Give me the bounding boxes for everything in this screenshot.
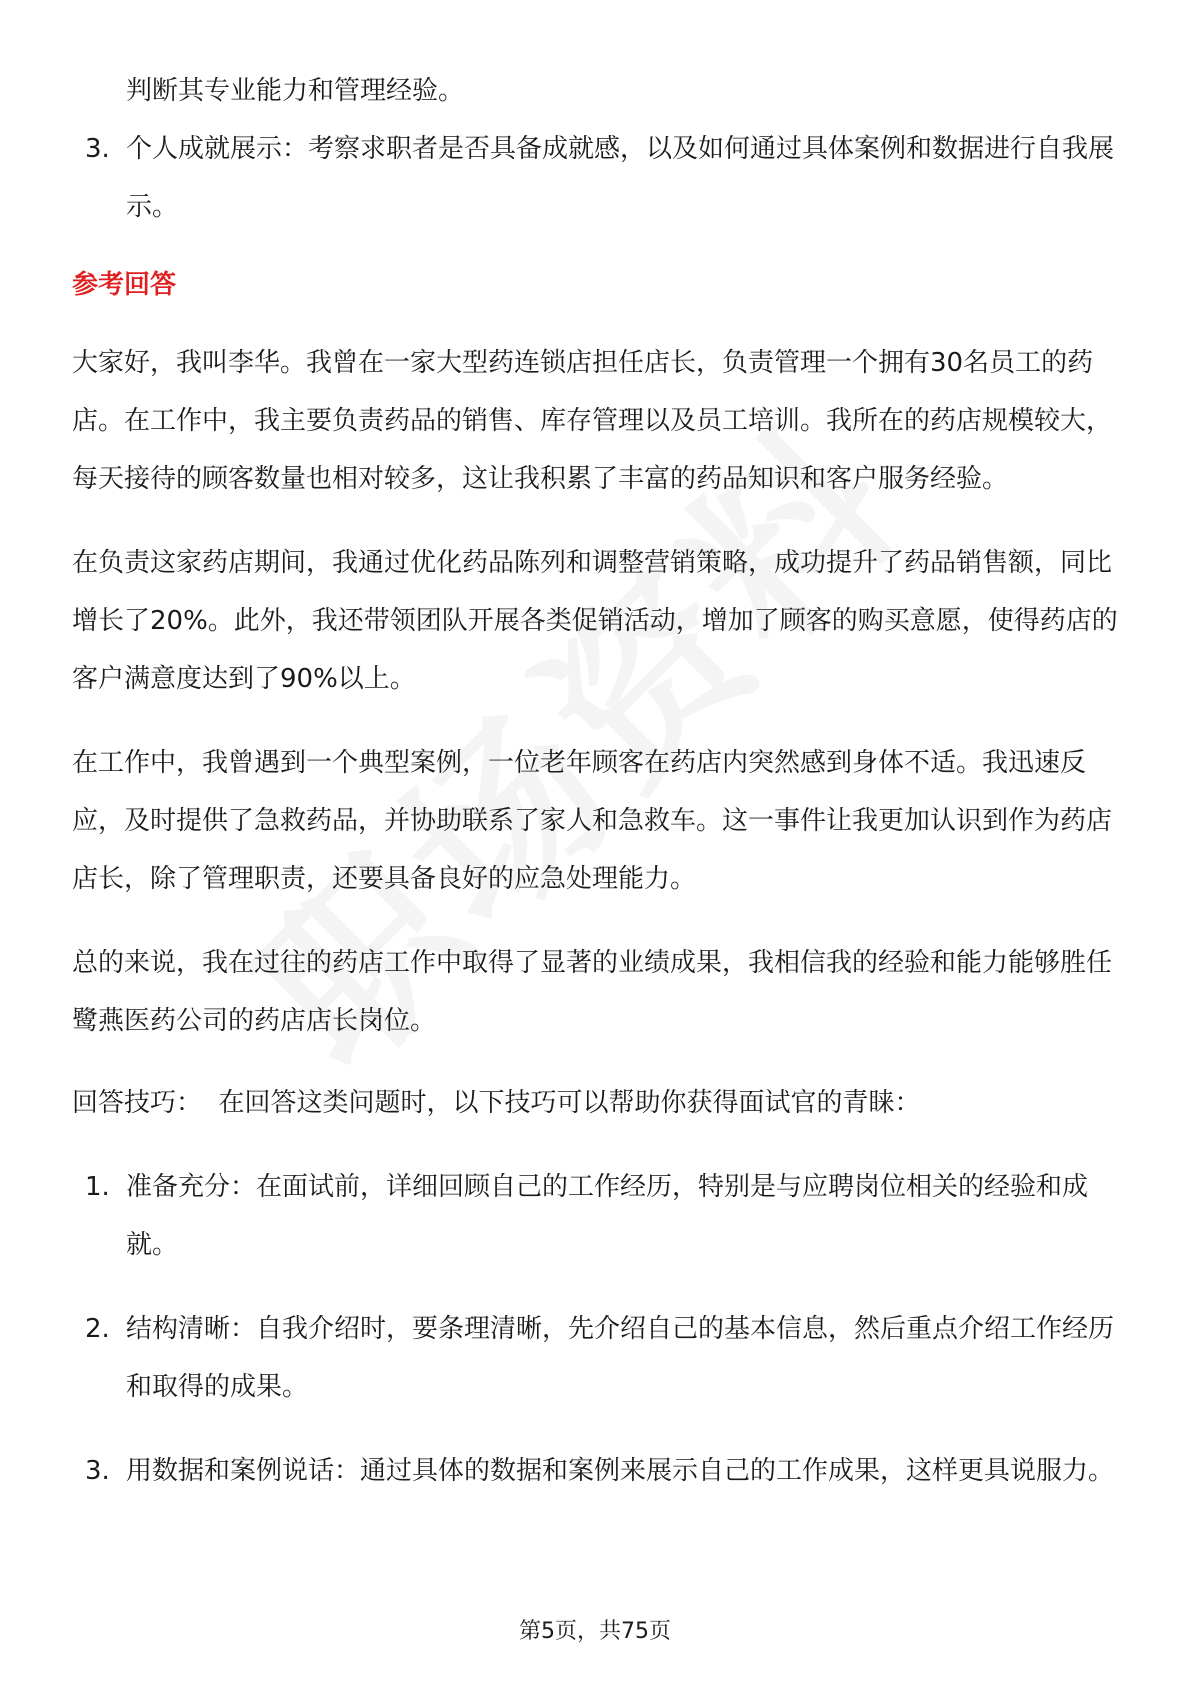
answer-paragraph-1: 大家好，我叫李华。我曾在一家大型药连锁店担任店长，负责管理一个拥有30名员工的药店。在工作中，我主要负责药品的销售、库存管理以及员工培训。我所在的药店规模较大，每天接待的顾客数量也相对较多，这让我积累了丰富的药品知识和客户服务经验。 — [72, 348, 1113, 494]
list-number: 3. — [85, 1456, 110, 1486]
list-number: 3. — [85, 134, 110, 164]
tip-item-2 — [72, 1300, 1118, 1416]
criteria-item2-continuation: 判断其专业能力和管理经验。 — [126, 76, 465, 106]
tip-item-1 — [72, 1158, 1118, 1274]
answer-heading: 参考回答 — [72, 270, 177, 300]
criteria-item-3 — [72, 120, 1118, 236]
page-footer: 第5页，共75页 — [519, 1619, 671, 1644]
answer-paragraph-3: 在工作中，我曾遇到一个典型案例，一位老年顾客在药店内突然感到身体不适。我迅速反应，及时提供了急救药品，并协助联系了家人和急救车。这一事件让我更加认识到作为药店店长，除了管理职责，还要具备良好的应急处理能力。 — [72, 748, 1113, 894]
list-item-text: 用数据和案例说话：通过具体的数据和案例来展示自己的工作成果，这样更具说服力。 — [126, 1456, 1115, 1486]
answer-paragraph-2: 在负责这家药店期间，我通过优化药品陈列和调整营销策略，成功提升了药品销售额，同比增长了20%。此外，我还带领团队开展各类促销活动，增加了顾客的购买意愿，使得药店的客户满意度达到了90%以上。 — [72, 548, 1118, 694]
tip-item-3 — [72, 1442, 1118, 1500]
list-item-text: 准备充分：在面试前，详细回顾自己的工作经历，特别是与应聘岗位相关的经验和成就。 — [126, 1172, 1089, 1260]
answer-paragraph-4: 总的来说，我在过往的药店工作中取得了显著的业绩成果，我相信我的经验和能力能够胜任鹭燕医药公司的药店店长岗位。 — [72, 948, 1113, 1036]
list-number: 1. — [85, 1172, 110, 1202]
list-item-text: 结构清晰：自我介绍时，要条理清晰，先介绍自己的基本信息，然后重点介绍工作经历和取得的成果。 — [126, 1314, 1115, 1402]
list-item-text: 个人成就展示：考察求职者是否具备成就感，以及如何通过具体案例和数据进行自我展示。 — [126, 134, 1115, 222]
tips-intro: 回答技巧： 在回答这类问题时，以下技巧可以帮助你获得面试官的青睐： — [72, 1088, 921, 1118]
list-number: 2. — [85, 1314, 110, 1344]
page-content — [72, 62, 1118, 1500]
